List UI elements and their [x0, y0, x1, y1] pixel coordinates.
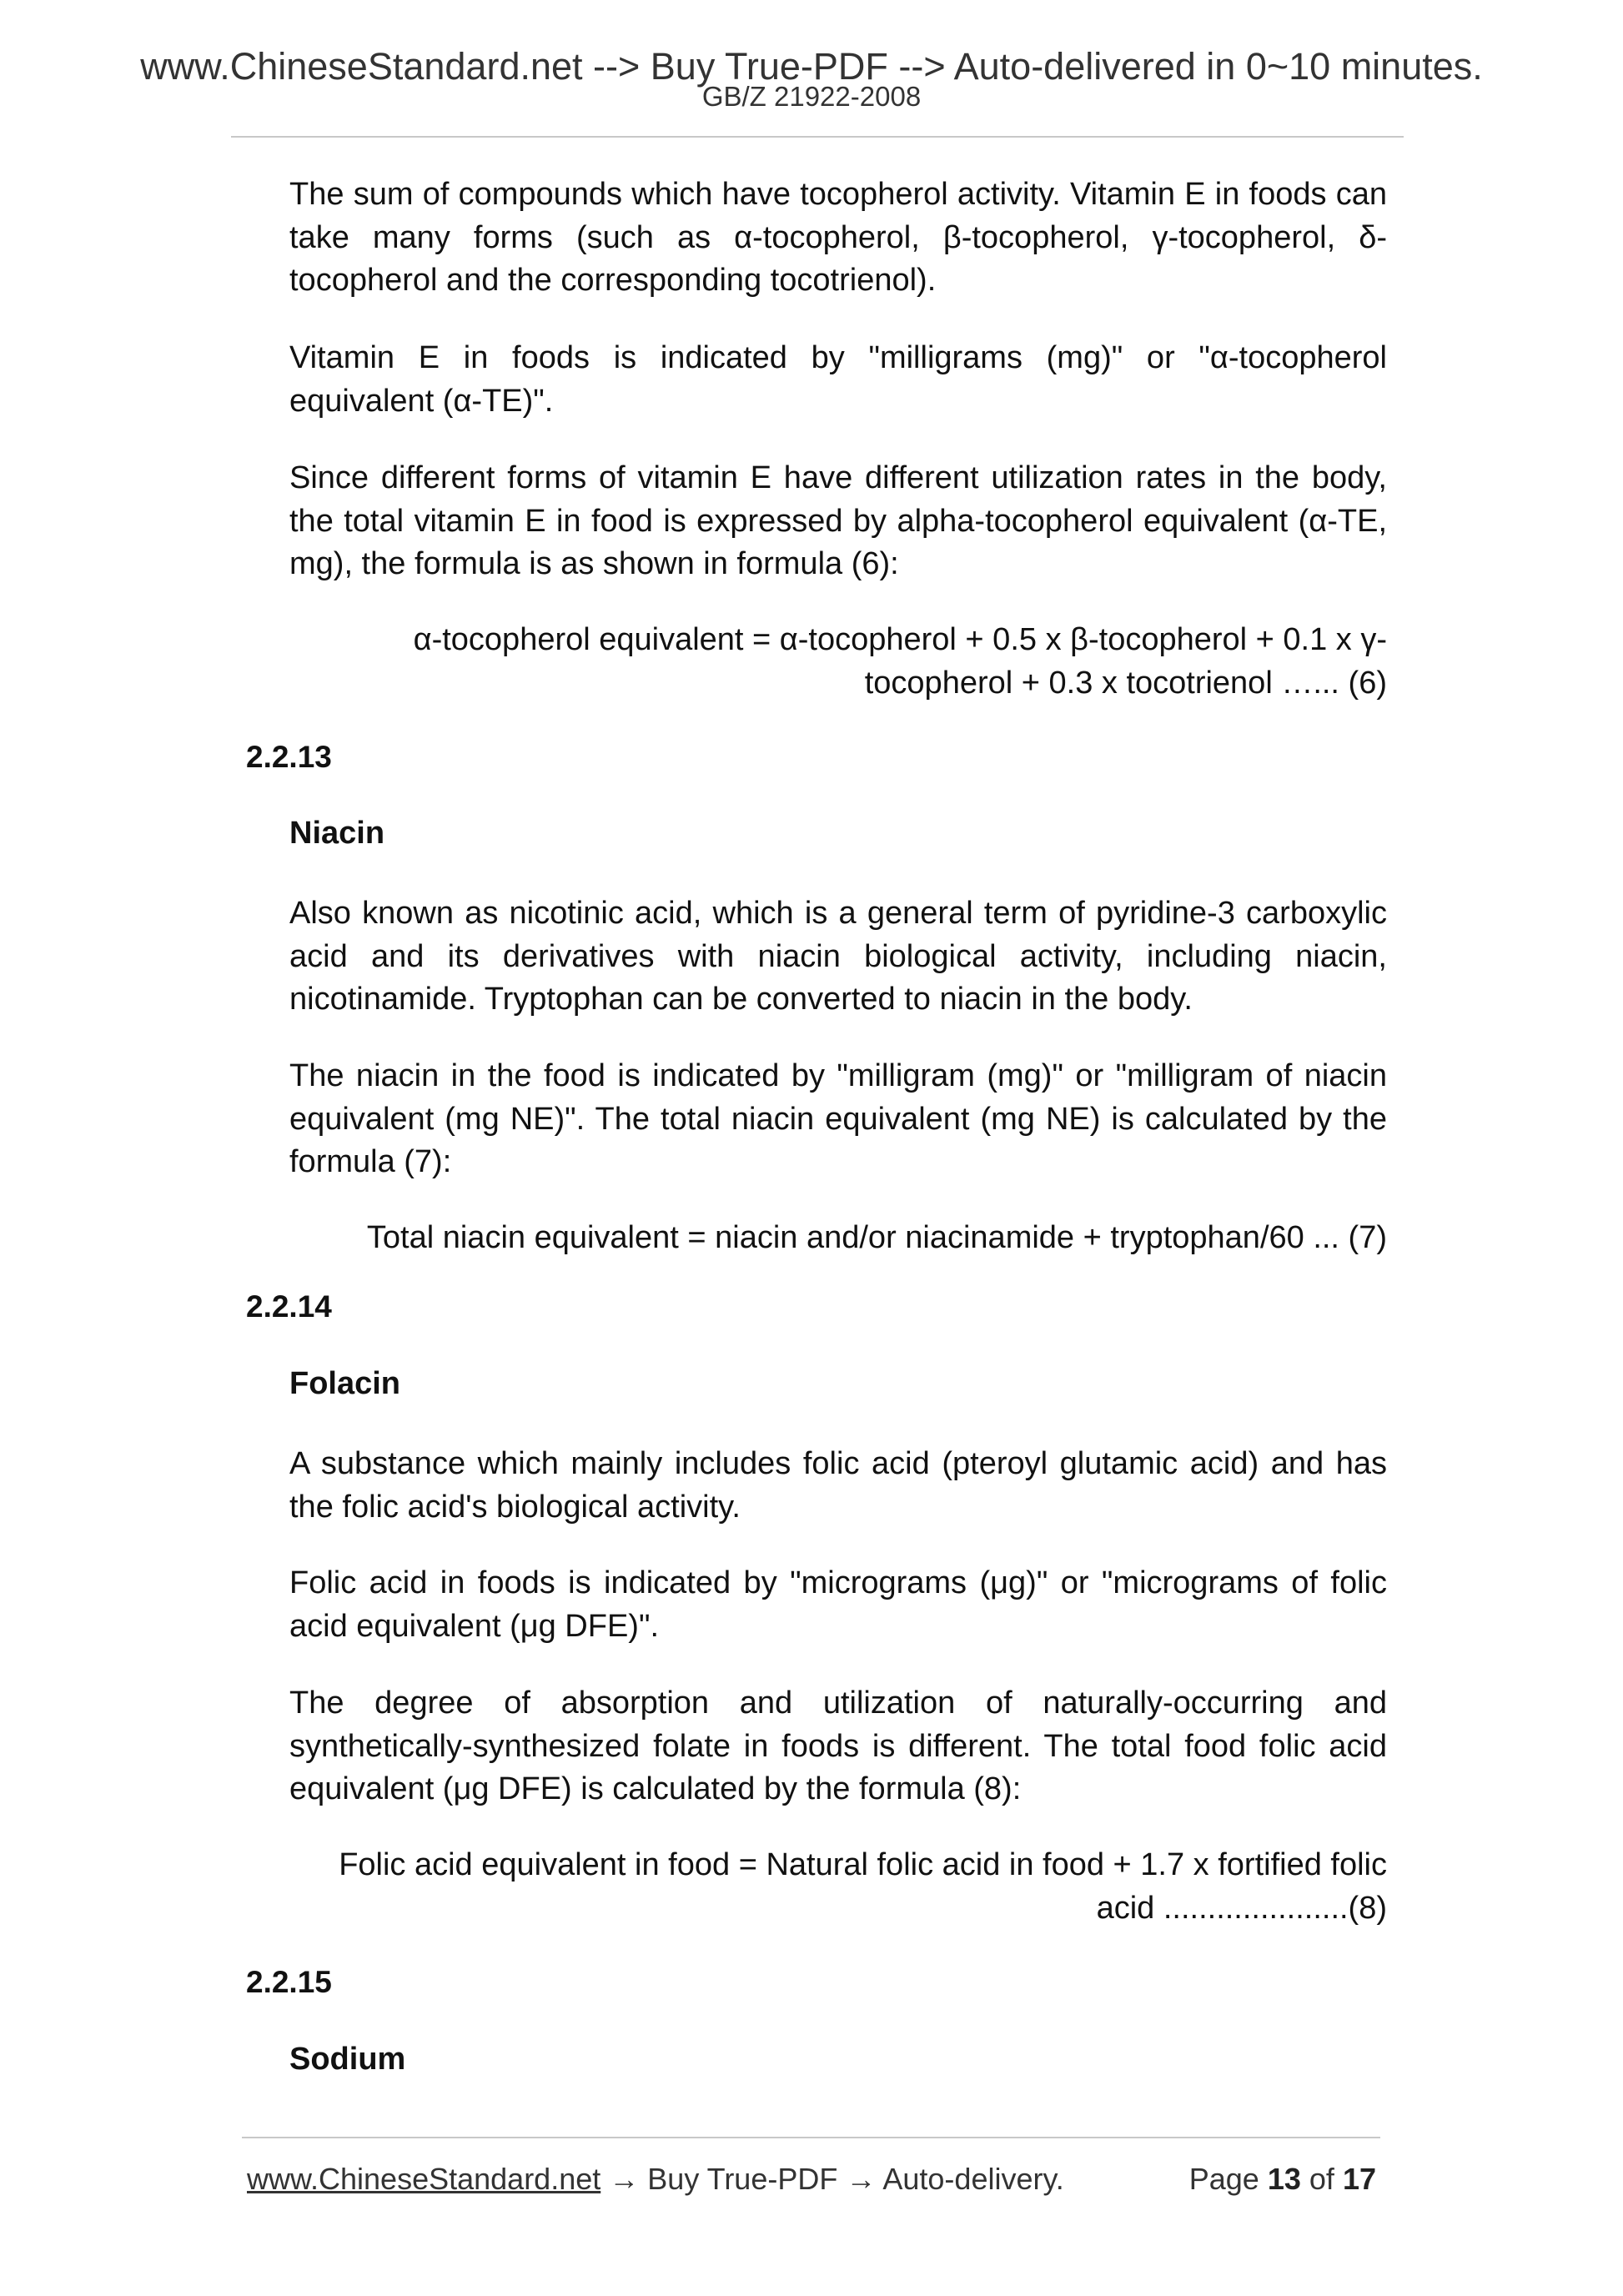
page-current: 13: [1267, 2162, 1301, 2196]
niacin-units: The niacin in the food is indicated by "milligram (mg)" or "milligram of niacin equivalent (mg NE)". The total niacin equivalent (mg NE) is calculated by the formula (7):: [289, 1058, 1387, 1179]
formula-6: [289, 619, 1387, 705]
formula-8-line-2: acid .....................(8): [1096, 1890, 1387, 1926]
arrow-right-icon: →: [846, 2162, 877, 2196]
folacin-absorption: The degree of absorption and utilization of naturally-occurring and synthetically-synthesized folate in foods is different. The total food folic acid equivalent (μg DFE) is calculated by the formula (8):: [289, 1686, 1387, 1806]
section-title-folacin: Folacin: [289, 1366, 401, 1401]
formula-6-line-2: tocopherol + 0.3 x tocotrienol …... (6): [864, 665, 1387, 701]
page-indicator: [1189, 2161, 1376, 2198]
footer-divider: [242, 2137, 1380, 2138]
vitamin-e-definition: The sum of compounds which have tocopherol activity. Vitamin E in foods can take many forms (such as α-tocopherol, β-tocopherol, γ-tocopherol, δ-tocopherol and the corresponding tocotrienol).: [289, 177, 1387, 298]
footer-site-link[interactable]: www.ChineseStandard.net: [247, 2162, 601, 2196]
formula-7: Total niacin equivalent = niacin and/or niacinamide + tryptophan/60 ... (7): [366, 1220, 1387, 1255]
section-number-2-2-14: 2.2.14: [246, 1289, 332, 1324]
header-divider: [231, 136, 1404, 138]
footer-buy-text: Buy True-PDF: [647, 2162, 838, 2196]
folacin-units: Folic acid in foods is indicated by "micrograms (μg)" or "micrograms of folic acid equivalent (μg DFE)".: [289, 1565, 1387, 1644]
formula-8-line-1: Folic acid equivalent in food = Natural folic acid in food + 1.7 x fortified folic: [339, 1847, 1387, 1882]
formula-8: [289, 1844, 1387, 1930]
page-label: Page: [1188, 2162, 1259, 2196]
vitamin-e-expression: Since different forms of vitamin E have different utilization rates in the body, the total vitamin E in food is expressed by alpha-tocopherol equivalent (α-TE, mg), the formula is as shown in formula (6):: [289, 460, 1387, 581]
standard-code: GB/Z 21922-2008: [701, 81, 922, 112]
footer-left: [247, 2161, 1064, 2198]
page-of: of: [1309, 2162, 1334, 2196]
page-total: 17: [1342, 2162, 1376, 2196]
section-number-2-2-13: 2.2.13: [246, 740, 332, 774]
header-banner: www.ChineseStandard.net --> Buy True-PDF --> Auto-delivered in 0~10 minutes.: [140, 45, 1483, 88]
arrow-right-icon: →: [609, 2162, 640, 2196]
folacin-definition: A substance which mainly includes folic acid (pteroyl glutamic acid) and has the folic acid's biological activity.: [289, 1446, 1387, 1525]
vitamin-e-units: Vitamin E in foods is indicated by "milligrams (mg)" or "α-tocopherol equivalent (α-TE)".: [289, 340, 1387, 419]
section-title-sodium: Sodium: [289, 2042, 406, 2077]
niacin-definition: Also known as nicotinic acid, which is a general term of pyridine-3 carboxylic acid and its derivatives with niacin biological activity, including niacin, nicotinamide. Tryptophan can be converted to niacin in the body.: [289, 896, 1387, 1017]
footer-delivery-text: Auto-delivery.: [882, 2162, 1064, 2196]
section-number-2-2-15: 2.2.15: [246, 1965, 332, 1999]
formula-6-line-1: α-tocopherol equivalent = α-tocopherol + 0.5 x β-tocopherol + 0.1 x γ-: [413, 622, 1387, 657]
section-title-niacin: Niacin: [289, 816, 385, 851]
